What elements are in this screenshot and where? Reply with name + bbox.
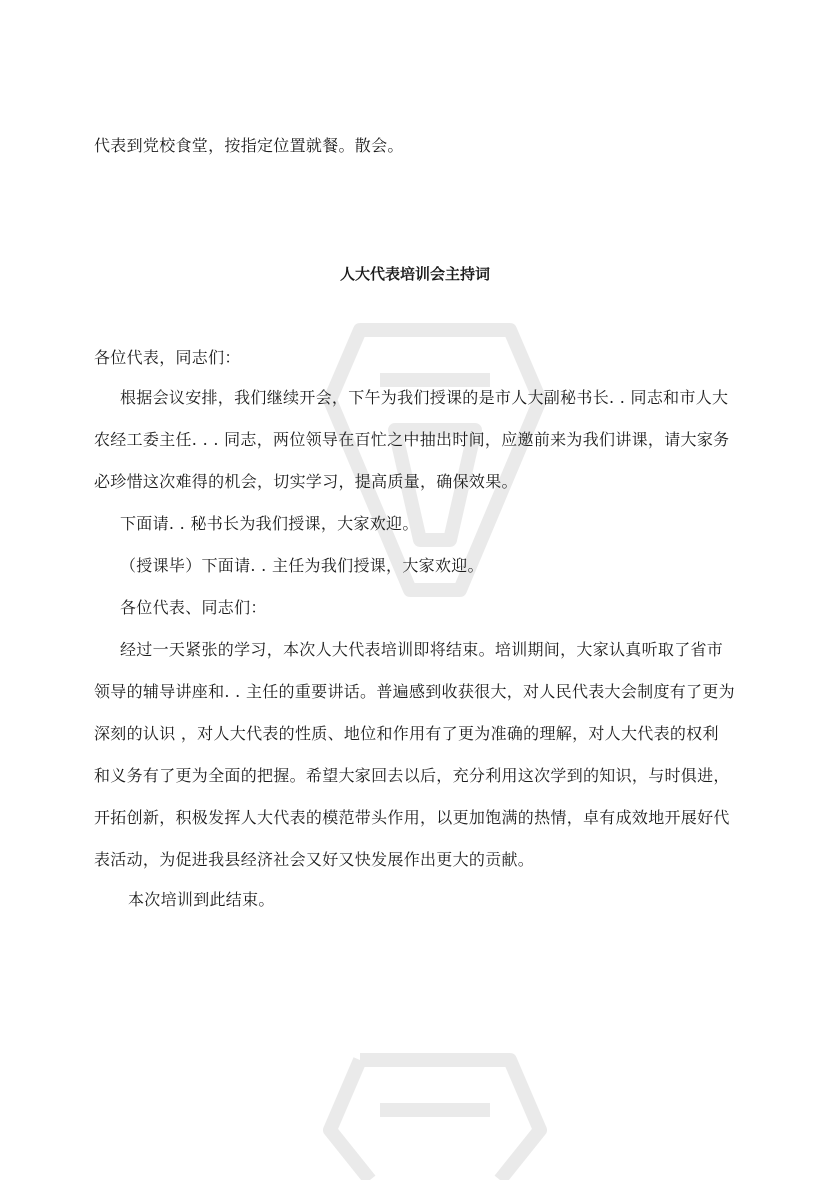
paragraph-line: 代表到党校食堂，按指定位置就餐。散会。 (94, 136, 404, 155)
paragraph-line: 经过一天紧张的学习，本次人大代表培训即将结束。培训期间，大家认真听取了省市 (120, 640, 724, 659)
paragraph-line: 表活动，为促进我县经济社会又好又快发展作出更大的贡献。 (94, 850, 535, 869)
paragraph-line: 下面请. . 秘书长为我们授课，大家欢迎。 (120, 514, 419, 533)
paragraph-line: 开拓创新，积极发挥人大代表的模范带头作用，以更加饱满的热情，卓有成效地开展好代 (94, 808, 730, 827)
paragraph-line: 各位代表、同志们： (120, 598, 267, 617)
paragraph-line: （授课毕）下面请. . 主任为我们授课，大家欢迎。 (120, 556, 484, 575)
paragraph-line: 领导的辅导讲座和. . 主任的重要讲话。普遍感到收获很大，对人民代表大会制度有了更为 (94, 682, 735, 701)
paragraph-line: 本次培训到此结束。 (128, 890, 275, 909)
paragraph-line: 和义务有了更为全面的把握。希望大家回去以后，充分利用这次学到的知识，与时俱进， (94, 766, 730, 785)
paragraph-line: 深刻的认识 ，对人大代表的性质、地位和作用有了更为准确的理解，对人大代表的权利 (94, 724, 719, 743)
paragraph-line: 根据会议安排，我们继续开会，下午为我们授课的是市人大副秘书长. . 同志和市人大 (120, 388, 729, 407)
paragraph-line: 必珍惜这次难得的机会，切实学习，提高质量，确保效果。 (94, 472, 518, 491)
document-title: 人大代表培训会主持词 (339, 265, 490, 283)
paragraph-line: 农经工委主任. . . 同志，两位领导在百忙之中抽出时间，应邀前来为我们讲课，请大家务 (94, 430, 730, 449)
watermark-logo-icon (300, 1020, 570, 1180)
salutation: 各位代表，同志们： (94, 348, 241, 367)
